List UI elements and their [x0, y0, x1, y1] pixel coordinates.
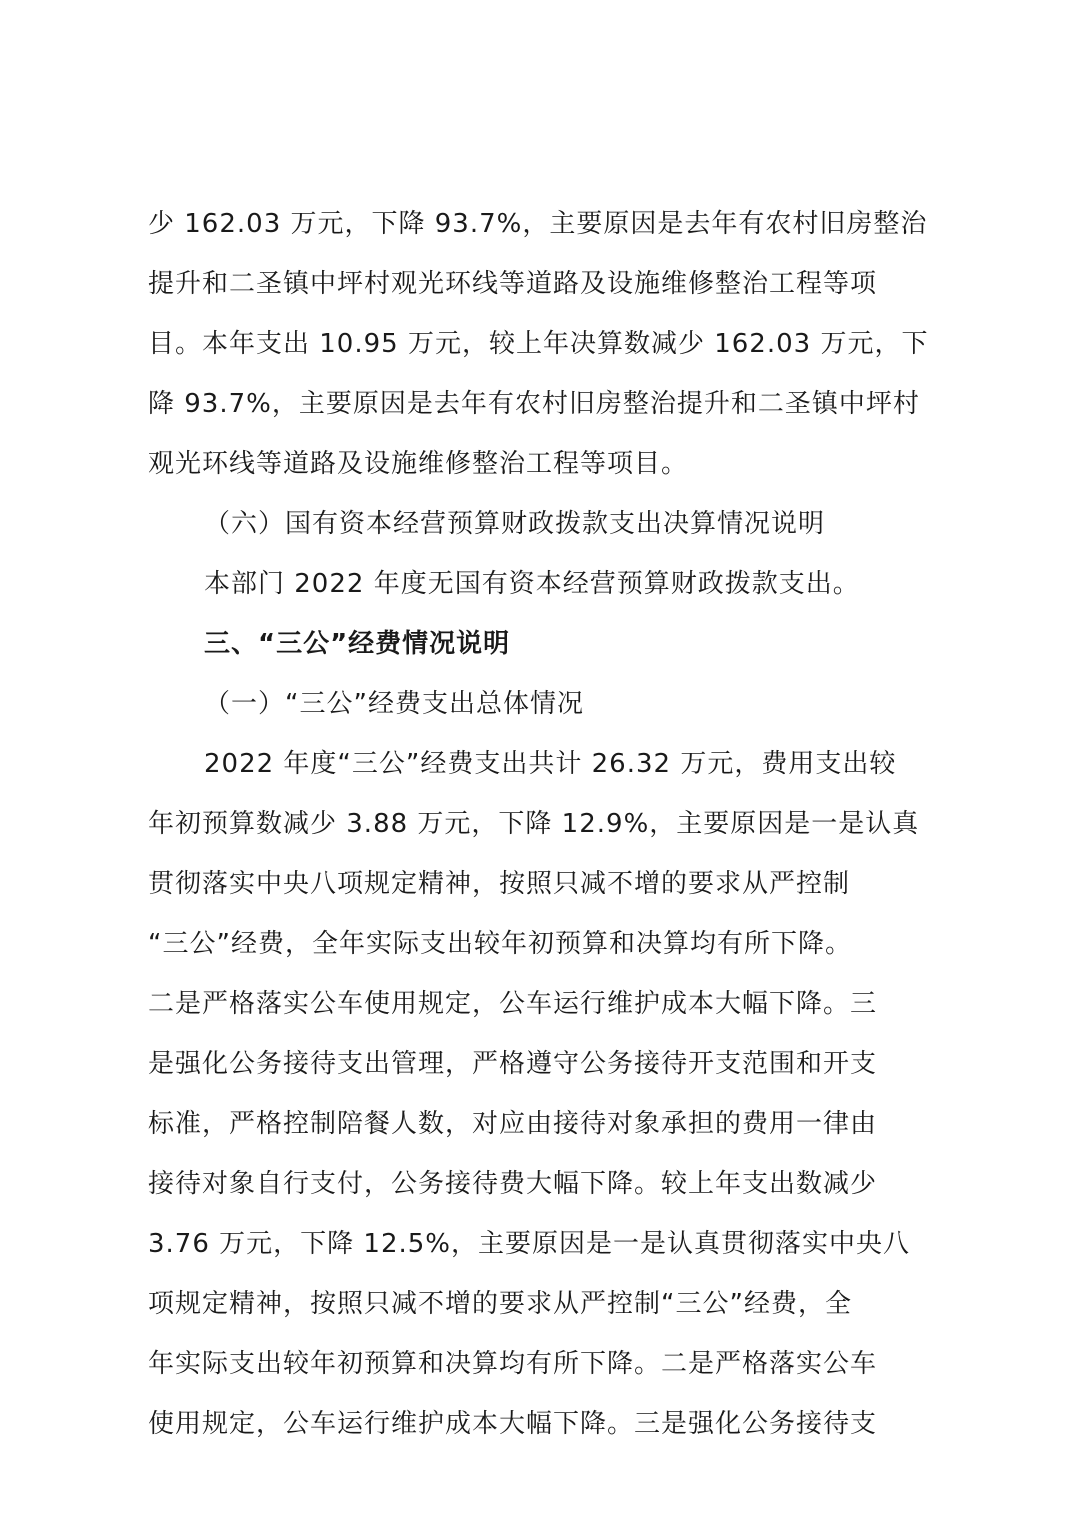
body-line: 使用规定，公车运行维护成本大幅下降。三是强化公务接待支: [148, 1409, 878, 1439]
section-heading: 三、“三公”经费情况说明: [204, 629, 511, 659]
body-line: 年实际支出较年初预算和决算均有所下降。二是严格落实公车: [148, 1349, 878, 1379]
body-line: 是强化公务接待支出管理，严格遵守公务接待开支范围和开支: [148, 1049, 878, 1079]
body-line: 项规定精神，按照只减不增的要求从严控制“三公”经费，全: [148, 1289, 852, 1319]
body-line: 提升和二圣镇中坪村观光环线等道路及设施维修整治工程等项: [148, 269, 878, 299]
body-line: 2022 年度“三公”经费支出共计 26.32 万元，费用支出较: [204, 749, 897, 779]
section-subheading: （一）“三公”经费支出总体情况: [204, 689, 584, 719]
body-line: 观光环线等道路及设施维修整治工程等项目。: [148, 449, 689, 479]
body-line: 少 162.03 万元，下降 93.7%，主要原因是去年有农村旧房整治: [148, 209, 928, 239]
body-line: 二是严格落实公车使用规定，公车运行维护成本大幅下降。三: [148, 989, 878, 1019]
body-line: 降 93.7%，主要原因是去年有农村旧房整治提升和二圣镇中坪村: [148, 389, 920, 419]
body-line: 标准，严格控制陪餐人数，对应由接待对象承担的费用一律由: [148, 1109, 878, 1139]
section-subheading: （六）国有资本经营预算财政拨款支出决算情况说明: [204, 509, 826, 539]
body-line: 贯彻落实中央八项规定精神，按照只减不增的要求从严控制: [148, 869, 851, 899]
document-body: [148, 194, 938, 1454]
body-line: 目。本年支出 10.95 万元，较上年决算数减少 162.03 万元，下: [148, 329, 929, 359]
body-line: 接待对象自行支付，公务接待费大幅下降。较上年支出数减少: [148, 1169, 878, 1199]
body-line: 本部门 2022 年度无国有资本经营预算财政拨款支出。: [204, 569, 860, 599]
body-line: 年初预算数减少 3.88 万元，下降 12.9%，主要原因是一是认真: [148, 809, 920, 839]
body-line: 3.76 万元，下降 12.5%，主要原因是一是认真贯彻落实中央八: [148, 1229, 911, 1259]
body-line: “三公”经费，全年实际支出较年初预算和决算均有所下降。: [148, 929, 852, 959]
